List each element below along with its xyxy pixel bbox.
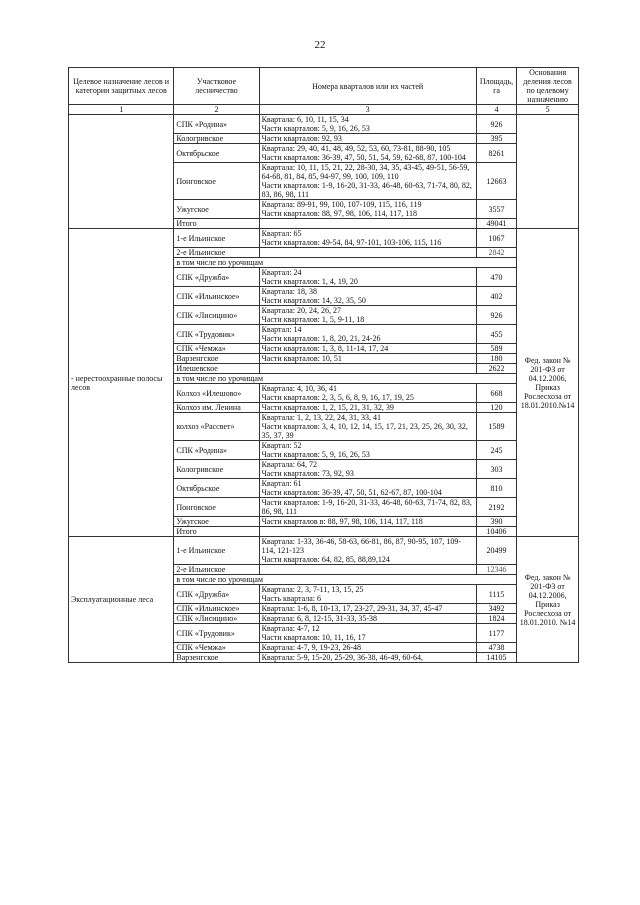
- area-value: 14105: [476, 653, 516, 663]
- area-value: 2622: [476, 364, 516, 374]
- forestry-name: СПК «Трудовик»: [174, 325, 259, 344]
- quarters-cell: [259, 219, 476, 229]
- basis-cell: Фед. закон № 201-ФЗ от 04.12.2006, Приказ Рослесхоза от 18.01.2010.№14: [517, 229, 579, 537]
- quarters-cell: [259, 413, 476, 441]
- quarter-line: Квартал: 24: [261, 268, 302, 277]
- basis-cell: Фед. закон № 201-ФЗ от 04.12.2006, Приказ Рослесхоза от 18.01.2010. №14: [517, 537, 579, 663]
- area-value: 245: [476, 441, 516, 460]
- area-value: 2192: [476, 498, 516, 517]
- quarter-line: Части кварталов: 10, 11, 16, 17: [261, 633, 366, 642]
- area-value: 402: [476, 287, 516, 306]
- subheader: в том числе по урочищам: [174, 374, 517, 384]
- area-value: 180: [476, 354, 516, 364]
- quarter-line: Части кварталов: 64, 82, 85, 88,89,124: [261, 555, 390, 564]
- forestry-name: СПК «Лисицино»: [174, 306, 259, 325]
- quarters-cell: [259, 441, 476, 460]
- forestry-name: колхоз «Рассвет»: [174, 413, 259, 441]
- quarters-cell: [259, 537, 476, 565]
- quarters-cell: [259, 653, 476, 663]
- header-num-2: 2: [174, 105, 259, 115]
- forestry-name: Колхоз «Илешово»: [174, 384, 259, 403]
- area-value: 1589: [476, 413, 516, 441]
- quarter-line: Части кварталов: 10, 51: [261, 354, 342, 363]
- quarters-cell: [259, 604, 476, 614]
- area-value: 3557: [476, 200, 516, 219]
- forestry-name: СПК «Лисицино»: [174, 614, 259, 624]
- forestry-name: СПК «Ильинское»: [174, 604, 259, 614]
- quarters-cell: [259, 527, 476, 537]
- quarters-cell: [259, 384, 476, 403]
- area-value: 1177: [476, 624, 516, 643]
- area-value: 926: [476, 306, 516, 325]
- header-num-3: 3: [259, 105, 476, 115]
- quarter-line: Квартала: 4, 10, 36, 41: [261, 384, 338, 393]
- area-value: 4738: [476, 643, 516, 653]
- quarter-line: Части кварталов: 88, 97, 98, 106, 114, 117, 118: [261, 209, 417, 218]
- quarters-cell: [259, 115, 476, 134]
- header-num-4: 4: [476, 105, 516, 115]
- header-quarters: Номера кварталов или их частей: [259, 68, 476, 105]
- total-label: Итого: [174, 527, 259, 537]
- quarter-line: Части кварталов: 2, 3, 5, 6, 8, 9, 16, 17, 19, 25: [261, 393, 414, 402]
- quarter-line: Квартал: 52: [261, 441, 302, 450]
- quarter-line: Квартала: 89-91, 99, 100, 107-109, 115, 116, 119: [261, 200, 422, 209]
- forestry-name: Кологривское: [174, 134, 259, 144]
- forestry-name: Варзенгское: [174, 653, 259, 663]
- total-label: Итого: [174, 219, 259, 229]
- quarter-line: Части кварталов: 1, 2, 15, 21, 31, 32, 39: [261, 403, 394, 412]
- header-basis: Основания деления лесов по целевому назначению: [517, 68, 579, 105]
- quarter-line: Квартала: 4-7, 9, 19-23, 26-48: [261, 643, 362, 652]
- quarter-line: Квартала: 10, 11, 15, 21, 22, 28-30, 34, 35, 43-45, 49-51, 56-59, 64-68, 81, 84, 85, 94-97, 99, 100, 109, 110: [261, 163, 470, 181]
- forestry-name: Октябрьское: [174, 144, 259, 163]
- subheader: в том числе по урочищам: [174, 258, 517, 268]
- quarters-cell: [259, 364, 476, 374]
- quarter-line: Части кварталов: 5, 9, 16, 26, 53: [261, 124, 370, 133]
- quarter-line: Квартала: 64, 72: [261, 460, 318, 469]
- quarters-cell: [259, 144, 476, 163]
- quarters-cell: [259, 498, 476, 517]
- quarters-cell: [259, 306, 476, 325]
- quarter-line: Части кварталов: 36-39, 47, 50, 51, 54, 59, 62-68, 87, 100-104: [261, 153, 466, 162]
- quarters-cell: [259, 460, 476, 479]
- category-cell: - нерестоохранные полосы лесов: [69, 229, 174, 537]
- area-value: 589: [476, 344, 516, 354]
- forestry-name: 1-е Ильинское: [174, 537, 259, 565]
- quarter-line: Части кварталов: 73, 92, 93: [261, 469, 354, 478]
- area-value: 395: [476, 134, 516, 144]
- area-value: 470: [476, 268, 516, 287]
- quarter-line: Квартала: 1, 2, 13, 22, 24, 31, 33, 41: [261, 413, 382, 422]
- area-value: 810: [476, 479, 516, 498]
- quarter-line: Части кварталов: 3, 4, 10, 12, 14, 15, 17, 21, 23, 25, 26, 30, 32, 35, 37, 39: [261, 422, 468, 440]
- quarters-cell: [259, 268, 476, 287]
- forestry-name: СПК «Родина»: [174, 441, 259, 460]
- quarters-cell: [259, 403, 476, 413]
- subheader: в том числе по урочищам: [174, 575, 517, 585]
- header-purpose: Целевое назначение лесов и категории защитных лесов: [69, 68, 174, 105]
- header-forestry: Участковое лесничество: [174, 68, 259, 105]
- quarters-cell: [259, 248, 476, 258]
- quarter-line: Квартала: 6, 8, 12-15, 31-33, 35-38: [261, 614, 378, 623]
- quarters-cell: [259, 479, 476, 498]
- forestry-name: Октябрьское: [174, 479, 259, 498]
- area-value: 455: [476, 325, 516, 344]
- forestry-name: Понговское: [174, 163, 259, 200]
- header-row: [69, 68, 579, 105]
- quarter-line: Часть квартала: 6: [261, 594, 322, 603]
- area-value: 120: [476, 403, 516, 413]
- quarter-line: Части кварталов: 1, 5, 9-11, 18: [261, 315, 365, 324]
- quarter-line: Части кварталов: 14, 32, 35, 50: [261, 296, 366, 305]
- forestry-name: СПК «Трудовик»: [174, 624, 259, 643]
- category-cell: [69, 115, 174, 229]
- quarter-line: Части кварталов в: 88, 97, 98, 106, 114, 117, 118: [261, 517, 423, 526]
- quarters-cell: [259, 229, 476, 248]
- quarters-cell: [259, 354, 476, 364]
- quarters-cell: [259, 325, 476, 344]
- quarter-line: Квартала: 6, 10, 11, 15, 34: [261, 115, 349, 124]
- area-value: 1067: [476, 229, 516, 248]
- quarter-line: Квартала: 29, 40, 41, 48, 49, 52, 53, 60, 73-81, 88-90, 105: [261, 144, 451, 153]
- quarter-line: Квартал: 61: [261, 479, 302, 488]
- area-value: 390: [476, 517, 516, 527]
- quarter-line: Части кварталов: 92, 93: [261, 134, 342, 143]
- basis-cell: [517, 115, 579, 229]
- table-row: [69, 537, 579, 565]
- quarter-line: Части кварталов: 5, 9, 16, 26, 53: [261, 450, 370, 459]
- area-value: 3492: [476, 604, 516, 614]
- forestry-name: Кологривское: [174, 460, 259, 479]
- quarter-line: Части кварталов: 1, 3, 8, 11-14, 17, 24: [261, 344, 389, 353]
- quarter-line: Квартал: 65: [261, 229, 302, 238]
- quarters-cell: [259, 624, 476, 643]
- quarters-cell: [259, 565, 476, 575]
- forestry-name: СПК «Ильинское»: [174, 287, 259, 306]
- quarters-cell: [259, 200, 476, 219]
- area-value: 20499: [476, 537, 516, 565]
- area-value: 1115: [476, 585, 516, 604]
- quarters-cell: [259, 585, 476, 604]
- quarters-cell: [259, 517, 476, 527]
- forestry-name: 2-е Ильинское: [174, 248, 259, 258]
- quarters-cell: [259, 344, 476, 354]
- area-value: 12663: [476, 163, 516, 200]
- quarter-line: Части кварталов: 1-9, 16-20, 31-33, 46-48, 60-63, 71-74, 80, 82, 83, 86, 98, 111: [261, 181, 472, 199]
- quarter-line: Части кварталов: 36-39, 47, 50, 51, 62-67, 87, 100-104: [261, 488, 442, 497]
- category-cell: Эксплуатационные леса: [69, 537, 174, 663]
- forest-quarters-table: [68, 67, 579, 663]
- quarter-line: Квартал: 14: [261, 325, 302, 334]
- forestry-name: Ужугское: [174, 200, 259, 219]
- header-num-5: 5: [517, 105, 579, 115]
- total-area: 10406: [476, 527, 516, 537]
- page-number: 22: [314, 39, 326, 51]
- forestry-name: 1-е Ильинское: [174, 229, 259, 248]
- quarters-cell: [259, 163, 476, 200]
- area-value: 668: [476, 384, 516, 403]
- forestry-name: Ужугское: [174, 517, 259, 527]
- quarters-cell: [259, 134, 476, 144]
- header-number-row: [69, 105, 579, 115]
- forestry-name: СПК «Дружба»: [174, 585, 259, 604]
- quarters-cell: [259, 287, 476, 306]
- quarter-line: Квартала: 18, 38: [261, 287, 318, 296]
- table-row: [69, 229, 579, 248]
- table-row: [69, 115, 579, 134]
- quarter-line: Квартала: 2, 3, 7-11, 13, 15, 25: [261, 585, 364, 594]
- quarter-line: Квартала: 20, 24, 26, 27: [261, 306, 342, 315]
- quarter-line: Квартала: 4-7, 12: [261, 624, 320, 633]
- quarter-line: Квартала: 1-6, 8, 10-13, 17, 23-27, 29-31, 34, 37, 45-47: [261, 604, 443, 613]
- area-value: 2842: [476, 248, 516, 258]
- area-value: 12346: [476, 565, 516, 575]
- forestry-name: СПК «Родина»: [174, 115, 259, 134]
- forestry-name: Понговское: [174, 498, 259, 517]
- quarter-line: Части кварталов: 1, 4, 19, 20: [261, 277, 358, 286]
- header-area: Площадь, га: [476, 68, 516, 105]
- forestry-name: 2-е Ильинское: [174, 565, 259, 575]
- quarters-cell: [259, 643, 476, 653]
- forestry-name: СПК «Чемжа»: [174, 643, 259, 653]
- forestry-name: Колхоз им. Ленина: [174, 403, 259, 413]
- quarter-line: Квартала: 5-9, 15-20, 25-29, 36-38, 46-49, 60-64,: [261, 653, 423, 662]
- forestry-name: СПК «Чемжа»: [174, 344, 259, 354]
- area-value: 1824: [476, 614, 516, 624]
- total-area: 49041: [476, 219, 516, 229]
- header-num-1: 1: [69, 105, 174, 115]
- forestry-name: СПК «Дружба»: [174, 268, 259, 287]
- area-value: 926: [476, 115, 516, 134]
- quarters-cell: [259, 614, 476, 624]
- quarter-line: Квартала: 1-33, 36-46, 58-63, 66-81, 86, 87, 90-95, 107, 109-114, 121-123: [261, 537, 461, 555]
- area-value: 8261: [476, 144, 516, 163]
- area-value: 303: [476, 460, 516, 479]
- quarter-line: Части кварталов: 1, 8, 20, 21, 24-26: [261, 334, 381, 343]
- quarter-line: Части кварталов: 49-54, 84, 97-101, 103-106, 115, 116: [261, 238, 442, 247]
- quarter-line: Части кварталов: 1-9, 16-20, 31-33, 46-48, 60-63, 71-74, 82, 83, 86, 98, 111: [261, 498, 472, 516]
- forestry-name: Илешевское: [174, 364, 259, 374]
- forestry-name: Варзенгское: [174, 354, 259, 364]
